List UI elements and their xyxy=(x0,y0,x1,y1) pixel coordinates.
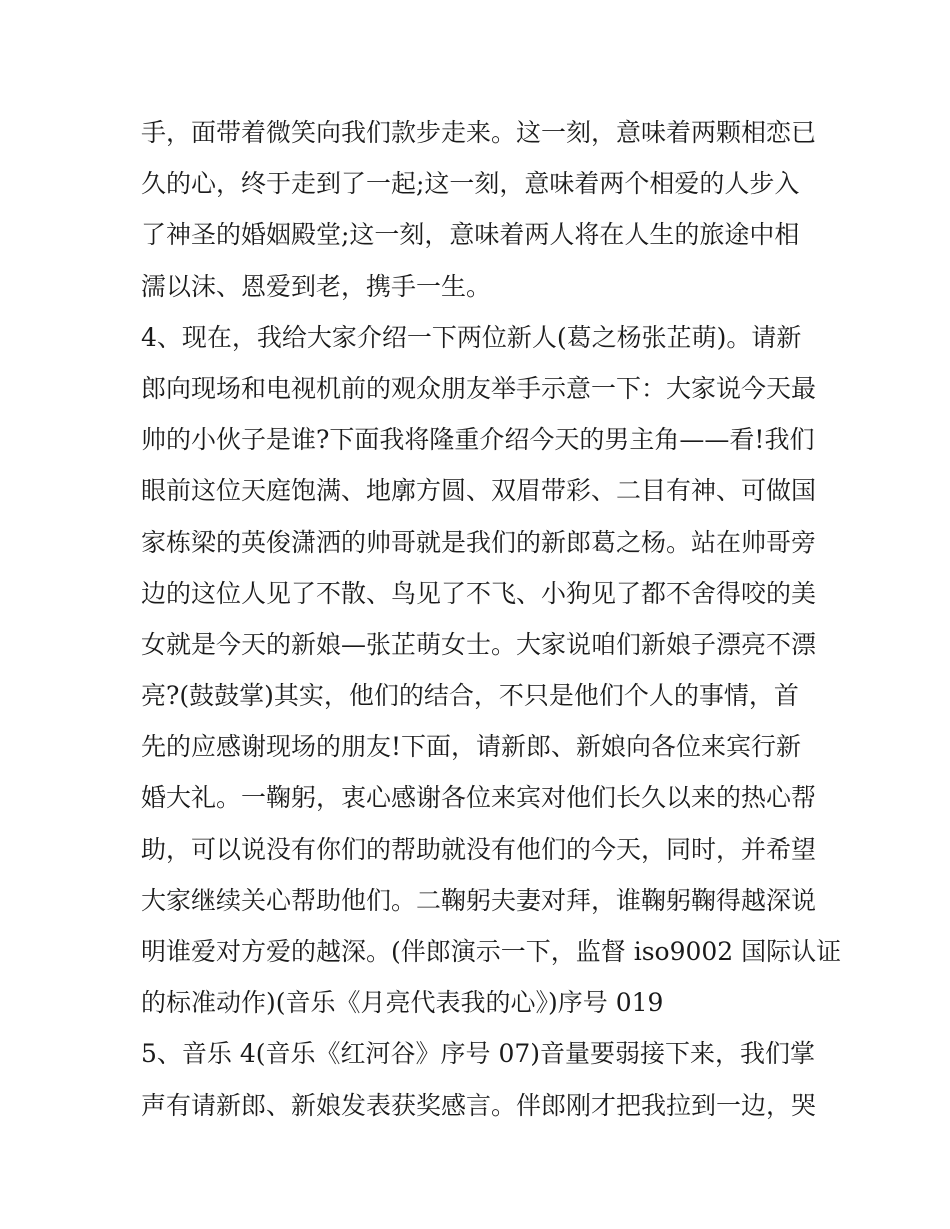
text-line: 手，面带着微笑向我们款步走来。这一刻，意味着两颗相恋已 xyxy=(141,118,817,147)
text-line: 5、音乐 4(音乐《红河谷》序号 07)音量要弱接下来，我们掌 xyxy=(141,1039,816,1069)
text-line: 大家继续关心帮助他们。二鞠躬夫妻对拜，谁鞠躬鞠得越深说 xyxy=(141,885,817,915)
document-body xyxy=(141,107,842,1131)
text-line: 郎向现场和电视机前的观众朋友举手示意一下：大家说今天最 xyxy=(141,373,817,403)
text-line: 濡以沫、恩爱到老，携手一生。 xyxy=(141,271,492,301)
text-line: 4、现在，我给大家介绍一下两位新人(葛之杨张芷萌)。请新 xyxy=(141,322,802,352)
text-line: 声有请新郎、新娘发表获奖感言。伴郎刚才把我拉到一边，哭 xyxy=(141,1090,817,1120)
text-line: 边的这位人见了不散、鸟见了不飞、小狗见了都不舍得咬的美 xyxy=(141,578,817,608)
text-line: 了神圣的婚姻殿堂;这一刻，意味着两人将在人生的旅途中相 xyxy=(141,220,800,250)
text-line: 久的心，终于走到了一起;这一刻，意味着两个相爱的人步入 xyxy=(141,169,800,199)
text-line: 先的应感谢现场的朋友!下面，请新郎、新娘向各位来宾行新 xyxy=(141,732,802,762)
text-line: 明谁爱对方爱的越深。(伴郎演示一下，监督 iso9002 国际认证 xyxy=(141,937,842,966)
text-line: 家栋梁的英俊潇洒的帅哥就是我们的新郎葛之杨。站在帅哥旁 xyxy=(141,527,817,557)
text-line: 女就是今天的新娘—张芷萌女士。大家说咱们新娘子漂亮不漂 xyxy=(141,629,817,659)
text-line: 眼前这位天庭饱满、地廓方圆、双眉带彩、二目有神、可做国 xyxy=(141,476,817,506)
text-line: 婚大礼。一鞠躬，衷心感谢各位来宾对他们长久以来的热心帮 xyxy=(141,783,817,813)
text-line: 的标准动作)(音乐《月亮代表我的心》)序号 019 xyxy=(141,988,664,1018)
text-line: 亮?(鼓鼓掌)其实，他们的结合，不只是他们个人的事情，首 xyxy=(141,681,799,711)
text-line: 帅的小伙子是谁?下面我将隆重介绍今天的男主角——看!我们 xyxy=(141,425,815,455)
text-line: 助，可以说没有你们的帮助就没有他们的今天，同时，并希望 xyxy=(141,834,817,864)
